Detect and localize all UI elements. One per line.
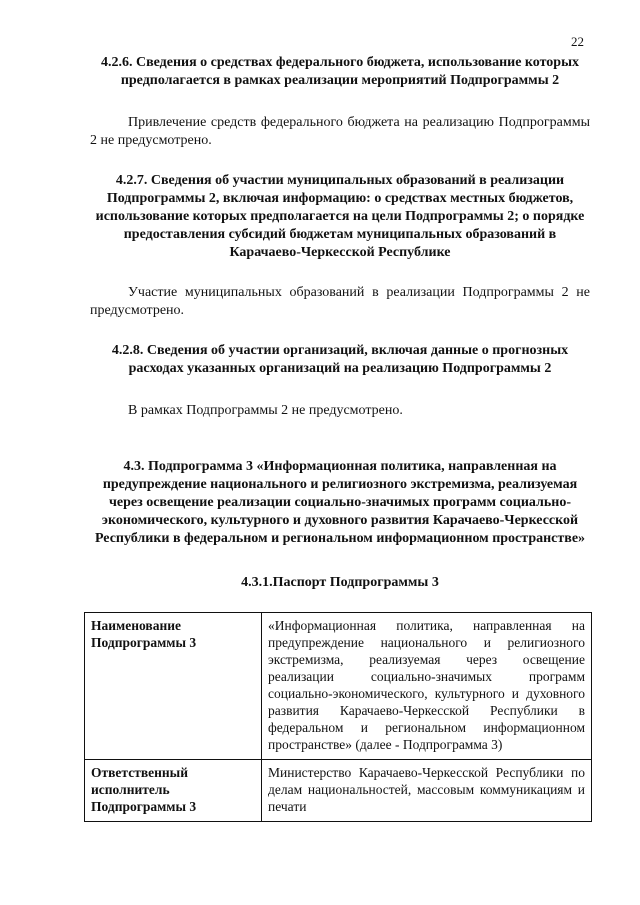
- subprogram-3-heading: 4.3. Подпрограмма 3 «Информационная политика, направленная на предупреждение национального и религиозного экстремизма, реализуемая через освещение реализации социально-значимых программ социально-экономического, культурного и духовного развития Карачаево-Черкесской Республики в федеральном и региональном информационном пространстве»: [94, 459, 586, 546]
- section-heading-4-2-8: 4.2.8. Сведения об участии организаций, включая данные о прогнозных расходах указанных организаций на реализацию Подпрограммы 2: [111, 343, 569, 376]
- section-heading-4-2-6: 4.2.6. Сведения о средствах федерального бюджета, использование которых предполагается в рамках реализации мероприятий Подпрограммы 2: [100, 55, 580, 88]
- passport-row-label: Ответственный исполнитель Подпрограммы 3: [85, 760, 262, 822]
- table-row: [85, 760, 592, 822]
- section-text-4-2-7: Участие муниципальных образований в реализации Подпрограммы 2 не предусмотрено.: [90, 285, 590, 318]
- document-body: [90, 54, 590, 822]
- section-text-4-2-8: В рамках Подпрограммы 2 не предусмотрено.: [128, 403, 403, 418]
- page-number: 22: [571, 34, 584, 49]
- passport-table: [84, 612, 592, 822]
- passport-heading: 4.3.1.Паспорт Подпрограммы 3: [241, 575, 439, 590]
- section-heading-4-2-7: 4.2.7. Сведения об участии муниципальных образований в реализации Подпрограммы 2, включая информацию: о средствах местных бюджетов, использование которых предполагается на цели Подпрограммы 2; о порядке предоставления субсидий бюджетам муниципальных образований в Карачаево-Черкесской Республике: [95, 173, 585, 260]
- passport-row-value: Министерство Карачаево-Черкесской Республики по делам национальностей, массовым коммуникациям и печати: [262, 760, 592, 822]
- passport-row-value: «Информационная политика, направленная на предупреждение национального и религиозного экстремизма, реализуемая через освещение реализации социально-значимых программ социально-экономического, культурного и духовного развития Карачаево-Черкесской Республики в федеральном и региональном информационном пространстве» (далее - Подпрограмма 3): [262, 613, 592, 760]
- table-row: [85, 613, 592, 760]
- passport-row-label: Наименование Подпрограммы 3: [85, 613, 262, 760]
- section-text-4-2-6: Привлечение средств федерального бюджета на реализацию Подпрограммы 2 не предусмотрено.: [90, 115, 590, 148]
